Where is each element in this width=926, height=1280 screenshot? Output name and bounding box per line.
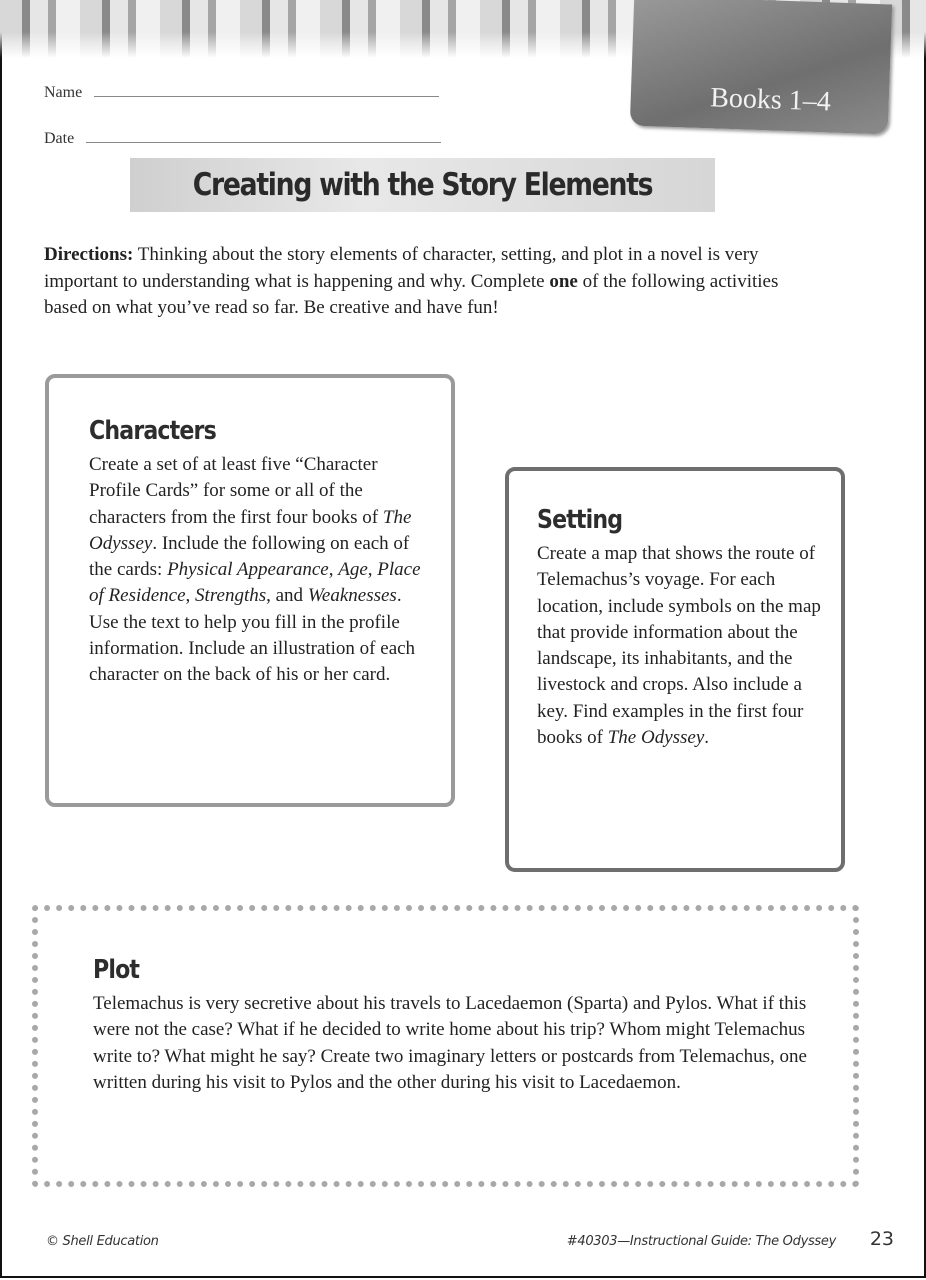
text-run: Thinking about the story elements of character, setting, and plot in a novel is very important to understanding what is happening and why. Complete: [44, 244, 759, 292]
plot-body: [93, 991, 813, 1096]
setting-body: [537, 541, 827, 751]
italic-text: The Odyssey: [89, 506, 412, 554]
italic-text: Age: [338, 559, 368, 581]
page-number: 23: [869, 1228, 894, 1250]
bold-text: one: [549, 270, 578, 292]
bold-text: Directions:: [44, 244, 134, 265]
text-run: ,: [367, 559, 378, 581]
setting-box: [505, 467, 845, 872]
title-banner: [130, 158, 715, 212]
page-title: Creating with the Story Elements: [192, 167, 653, 203]
italic-text: Weaknesses: [307, 585, 397, 607]
italic-text: Place of Residence: [89, 559, 421, 607]
date-line[interactable]: [86, 142, 441, 143]
text-run: of the following activities based on what you’ve read so far. Be creative and have fun!: [44, 270, 779, 318]
name-label: Name: [44, 84, 83, 101]
characters-body: [89, 452, 429, 689]
text-run: Create a set of at least five “Character Profile Cards” for some or all of the characters from the first four books of: [89, 454, 383, 528]
footer-guide: #40303—Instructional Guide: The Odyssey: [566, 1234, 836, 1249]
date-label: Date: [44, 130, 75, 147]
text-run: , and: [266, 585, 308, 607]
directions-text: [44, 242, 824, 322]
italic-text: Strengths: [195, 585, 267, 607]
name-field[interactable]: [44, 84, 439, 102]
text-run: .: [704, 727, 710, 749]
characters-box: [45, 374, 455, 807]
text-run: Telemachus is very secretive about his travels to Lacedaemon (Sparta) and Pylos. What if this were not the case? What if he decided to write home about his trip? Whom might Telemachus write to? What might he say? Create two imaginary letters or postcards from Telemachus, one written during his visit to Pylos and the other during his visit to Lacedaemon.: [93, 993, 807, 1093]
setting-heading: Setting: [537, 505, 623, 535]
characters-heading: Characters: [89, 416, 216, 446]
plot-box: [32, 905, 859, 1187]
footer-publisher: © Shell Education: [46, 1234, 159, 1249]
text-run: Create a map that shows the route of Telemachus’s voyage. For each location, include symbols on the map that provide information about the landscape, its inhabitants, and the livestock and crops. Also include a key. Find examples in the first four books of: [537, 543, 821, 749]
text-run: ,: [185, 585, 196, 607]
plot-heading: Plot: [93, 955, 140, 985]
books-tab: [630, 0, 892, 134]
text-run: . Include the following on each of the cards:: [89, 532, 410, 581]
text-run: ,: [328, 559, 339, 581]
text-run: . Use the text to help you fill in the profile information. Include an illustration of each character on the back of his or her card.: [89, 585, 416, 686]
date-field[interactable]: [44, 130, 441, 148]
italic-text: The Odyssey: [607, 727, 705, 749]
italic-text: Physical Appearance: [167, 559, 329, 581]
books-tab-label: Books 1–4: [709, 82, 832, 118]
name-line[interactable]: [94, 96, 439, 97]
